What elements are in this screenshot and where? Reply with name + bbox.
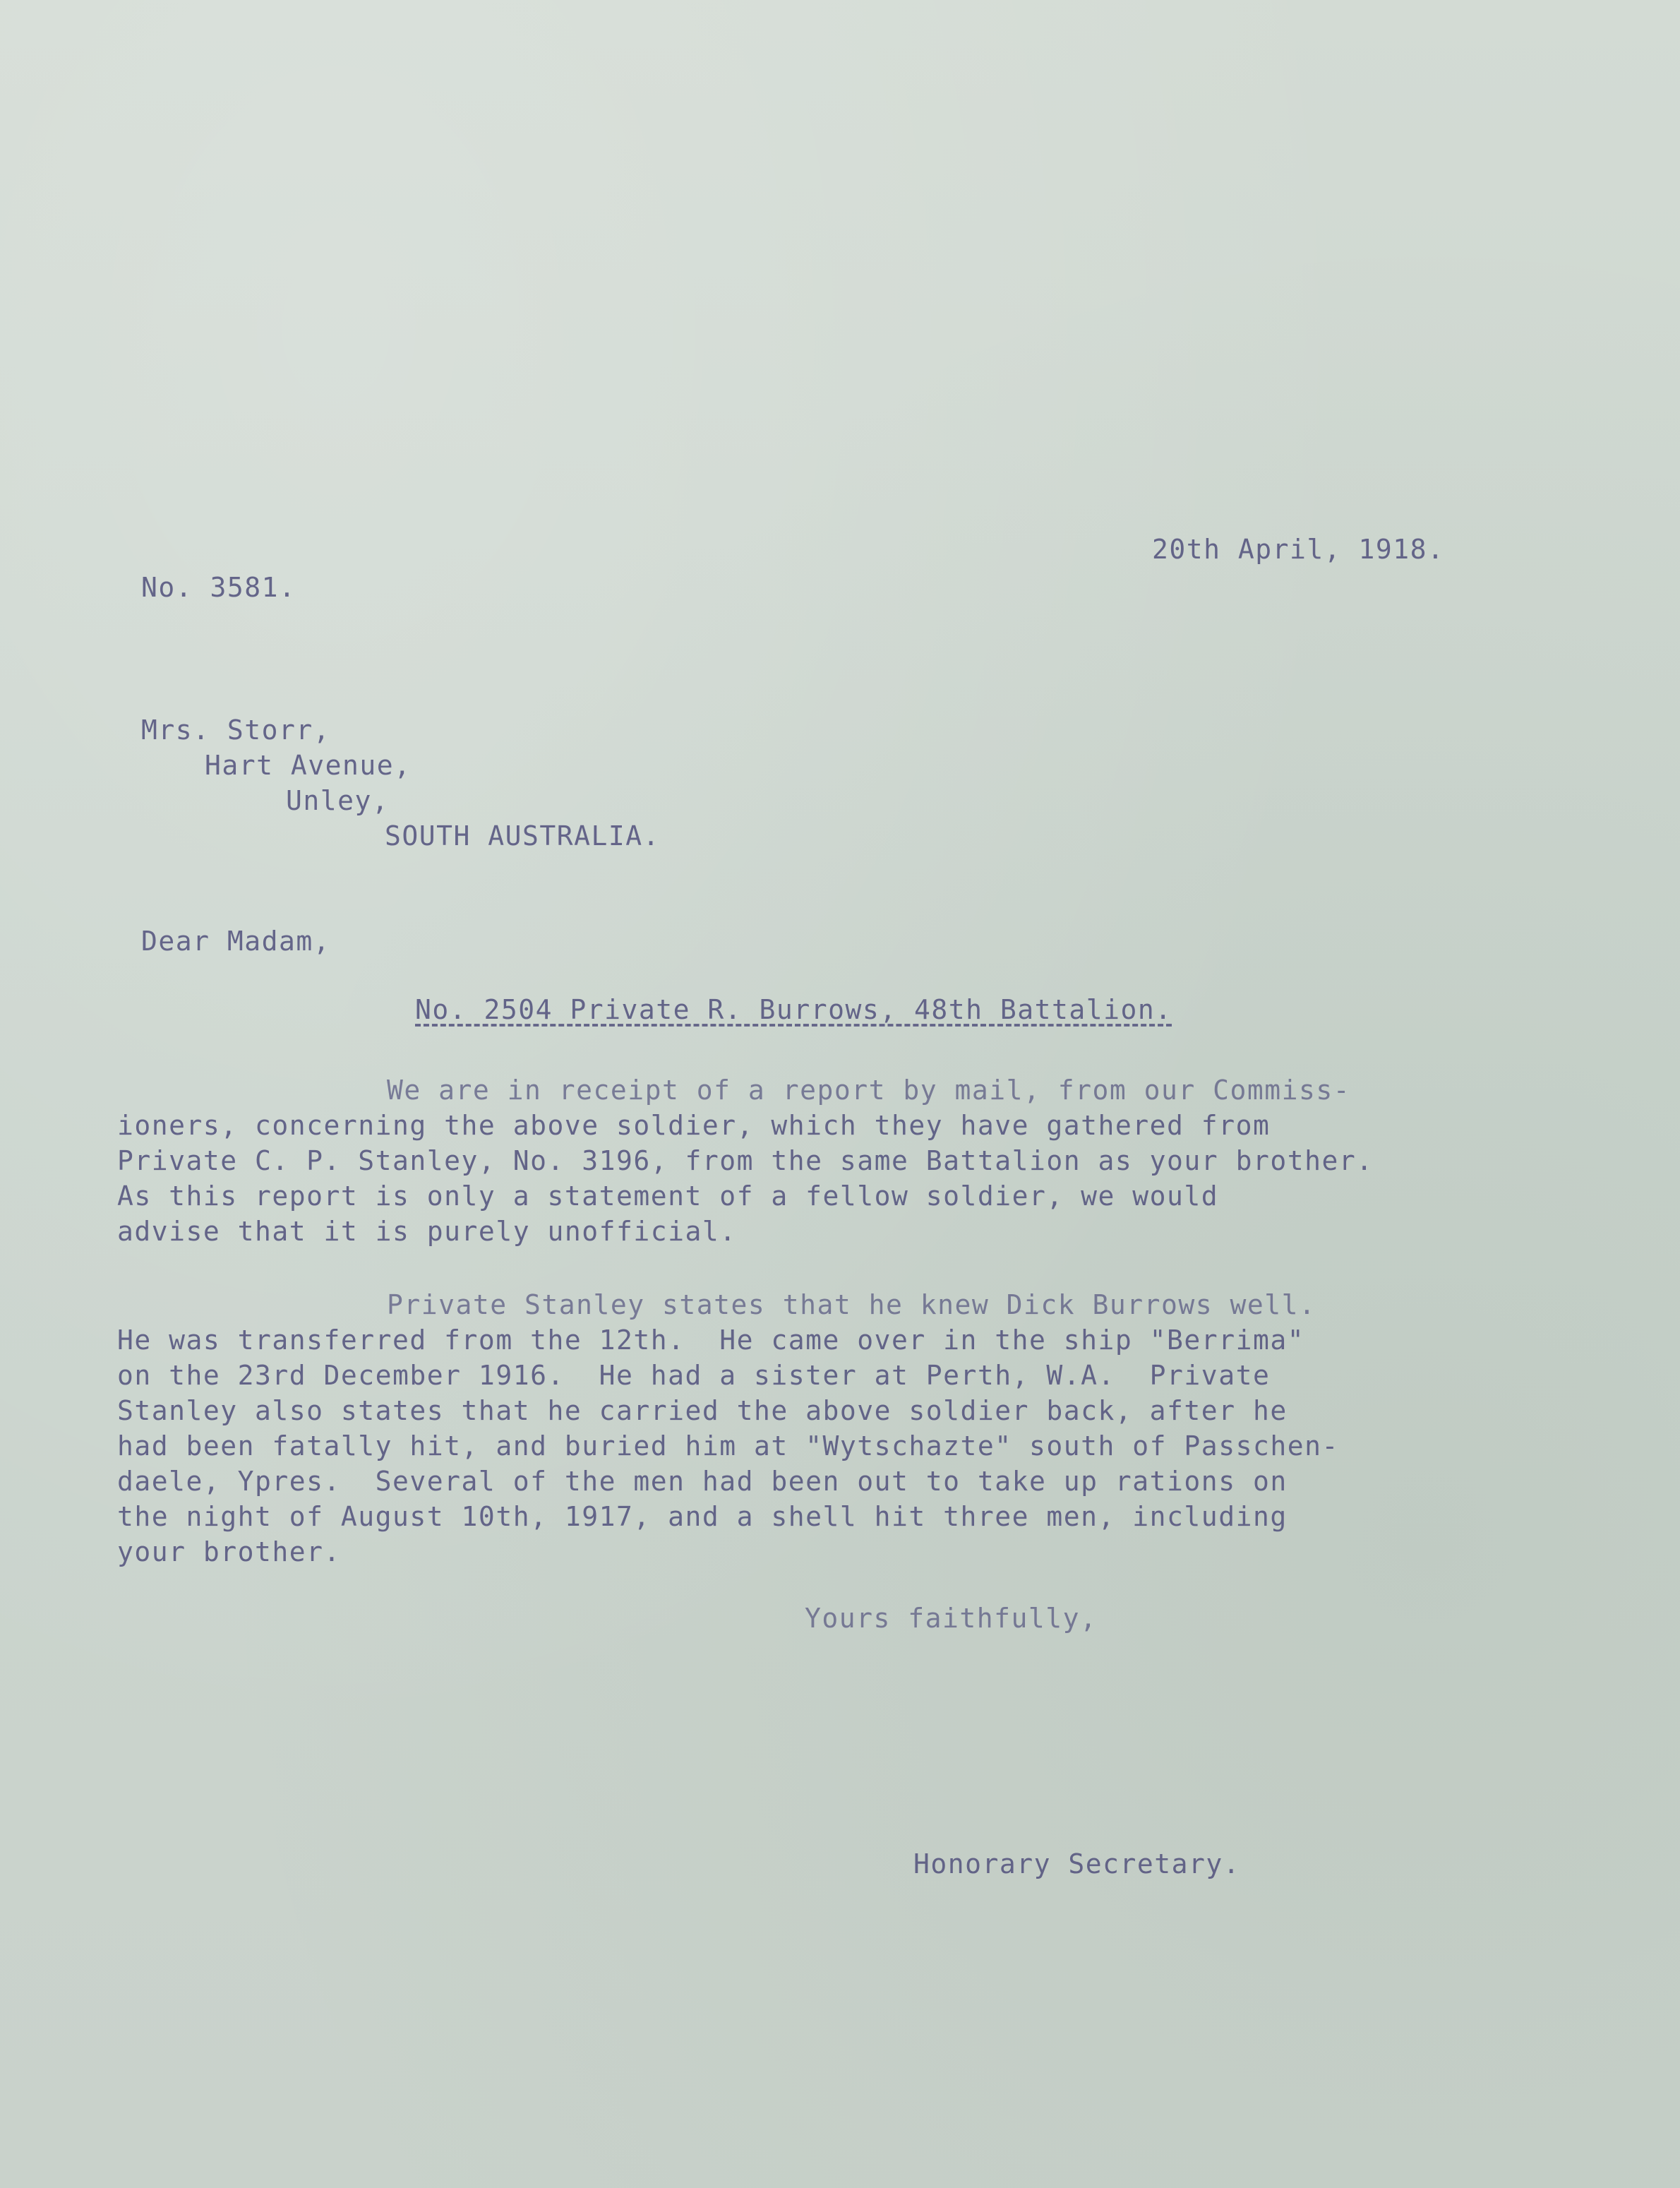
address-street: Hart Avenue, <box>205 750 412 781</box>
letter-date: 20th April, 1918. <box>1152 534 1445 565</box>
address-state: SOUTH AUSTRALIA. <box>385 820 661 851</box>
signature-title: Honorary Secretary. <box>913 1848 1241 1879</box>
salutation: Dear Madam, <box>141 926 331 957</box>
paragraph-2-line-8: your brother. <box>117 1536 341 1567</box>
paragraph-1-line-2: ioners, concerning the above soldier, which they have gathered from <box>117 1110 1271 1141</box>
paragraph-2-line-2: He was transferred from the 12th. He came over in the ship "Berrima" <box>117 1325 1305 1356</box>
paragraph-2-line-5: had been fatally hit, and buried him at "Wytschazte" south of Passchen- <box>117 1430 1339 1461</box>
paragraph-1-line-1: We are in receipt of a report by mail, from our Commiss- <box>387 1075 1351 1106</box>
reference-number: No. 3581. <box>141 572 296 603</box>
paragraph-2-line-4: Stanley also states that he carried the above soldier back, after he <box>117 1395 1288 1426</box>
paragraph-1-line-3: Private C. P. Stanley, No. 3196, from the same Battalion as your brother. <box>117 1145 1374 1176</box>
paragraph-2-line-6: daele, Ypres. Several of the men had been out to take up rations on <box>117 1466 1288 1497</box>
paragraph-1-line-4: As this report is only a statement of a fellow soldier, we would <box>117 1180 1219 1212</box>
paragraph-1-line-5: advise that it is purely unofficial. <box>117 1216 737 1247</box>
address-suburb: Unley, <box>286 785 390 816</box>
paragraph-2-line-1: Private Stanley states that he knew Dick Burrows well. <box>387 1289 1316 1320</box>
paragraph-2-line-7: the night of August 10th, 1917, and a shell hit three men, including <box>117 1501 1288 1532</box>
closing: Yours faithfully, <box>805 1603 1098 1634</box>
subject-line: No. 2504 Private R. Burrows, 48th Battalion. <box>415 994 1172 1025</box>
paragraph-2-line-3: on the 23rd December 1916. He had a sister at Perth, W.A. Private <box>117 1360 1271 1391</box>
address-name: Mrs. Storr, <box>141 715 331 746</box>
